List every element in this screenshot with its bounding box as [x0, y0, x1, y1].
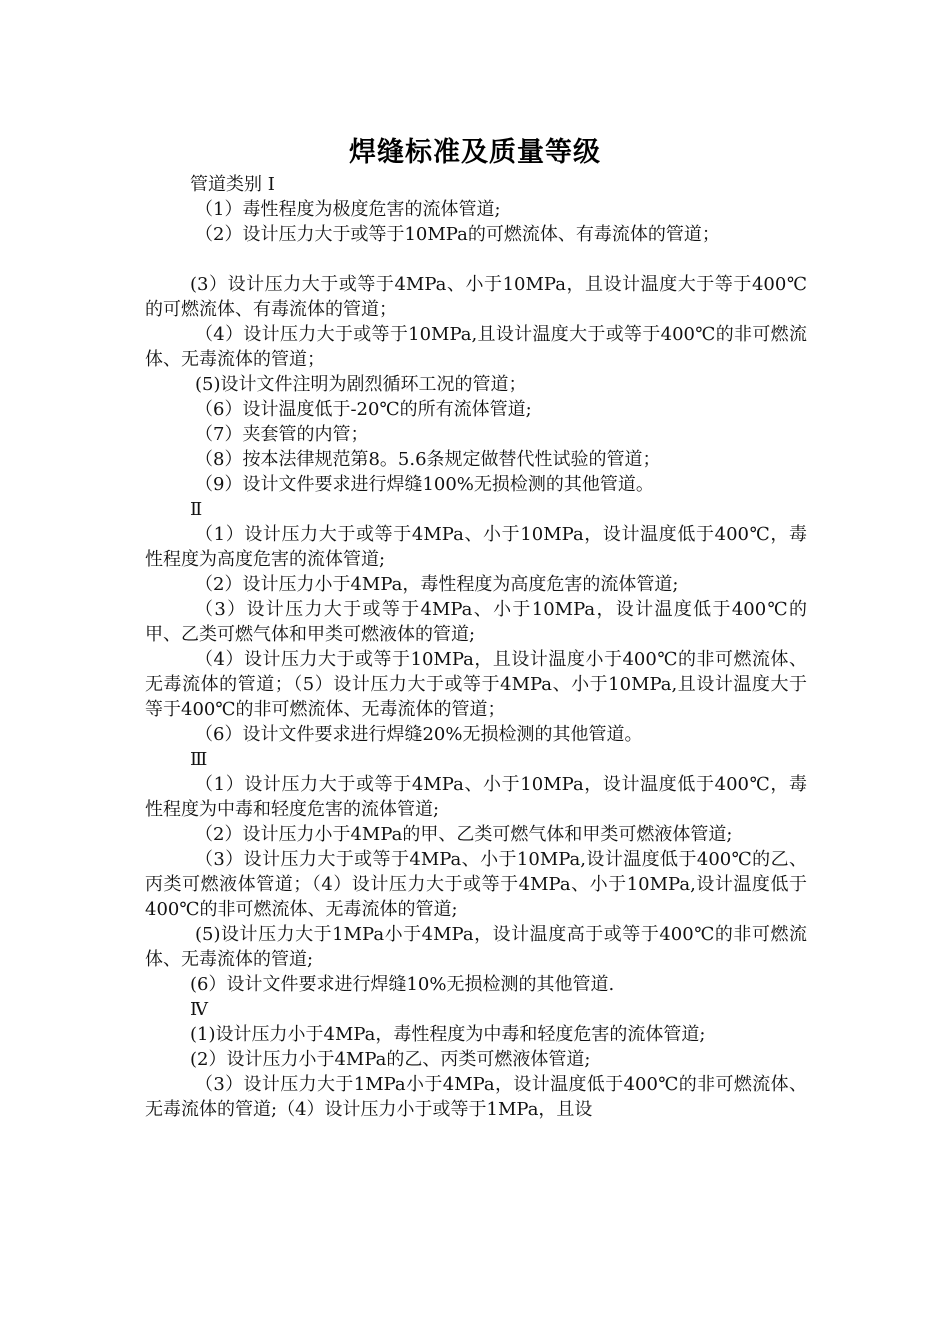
category-heading: Ⅲ	[190, 749, 208, 770]
document-body	[145, 172, 807, 1122]
paragraph: （2）设计压力小于4MPa的甲、乙类可燃气体和甲类可燃液体管道;	[195, 824, 733, 845]
paragraph: (1)设计压力小于4MPa，毒性程度为中毒和轻度危害的流体管道;	[190, 1024, 706, 1045]
paragraph: （1）设计压力大于或等于4MPa、小于10MPa，设计温度低于400℃，毒性程度为高度危害的流体管道;	[145, 524, 807, 570]
paragraph: (3）设计压力大于或等于4MPa、小于10MPa，且设计温度大于等于400℃的可燃流体、有毒流体的管道；	[145, 274, 807, 320]
document-title: 焊缝标准及质量等级	[349, 137, 601, 168]
paragraph: （3）设计压力大于1MPa小于4MPa，设计温度低于400℃的非可燃流体、无毒流体的管道;（4）设计压力小于或等于1MPa，且设	[145, 1074, 807, 1120]
paragraph: （1）设计压力大于或等于4MPa、小于10MPa，设计温度低于400℃，毒性程度为中毒和轻度危害的流体管道;	[145, 774, 807, 820]
paragraph: （6）设计温度低于-20℃的所有流体管道;	[195, 399, 532, 420]
paragraph: (6）设计文件要求进行焊缝10%无损检测的其他管道.	[190, 974, 615, 995]
paragraph: （1）毒性程度为极度危害的流体管道;	[195, 199, 501, 220]
paragraph: （2）设计压力大于或等于10MPa的可燃流体、有毒流体的管道；	[195, 224, 720, 245]
paragraph: (5)设计压力大于1MPa小于4MPa，设计温度高于或等于400℃的非可燃流体、无毒流体的管道;	[145, 924, 807, 970]
paragraph: (5)设计文件注明为剧烈循环工况的管道；	[195, 374, 527, 395]
paragraph: （7）夹套管的内管；	[195, 424, 369, 445]
paragraph: （8）按本法律规范第8。5.6条规定做替代性试验的管道；	[195, 449, 661, 470]
paragraph: （4）设计压力大于或等于10MPa,且设计温度大于或等于400℃的非可燃流体、无毒流体的管道；	[145, 324, 807, 370]
paragraph: (2）设计压力小于4MPa的乙、丙类可燃液体管道;	[190, 1049, 591, 1070]
paragraph: （3）设计压力大于或等于4MPa、小于10MPa,设计温度低于400℃的乙、丙类可燃液体管道；（4）设计压力大于或等于4MPa、小于10MPa,设计温度低于400℃的非可燃流体、无毒流体的管道;	[145, 849, 807, 920]
category-heading: Ⅳ	[190, 999, 208, 1020]
paragraph: （3）设计压力大于或等于4MPa、小于10MPa，设计温度低于400℃的甲、乙类可燃气体和甲类可燃液体的管道;	[145, 599, 807, 645]
category-heading: 管道类别 Ⅰ	[190, 174, 275, 195]
paragraph: （4）设计压力大于或等于10MPa，且设计温度小于400℃的非可燃流体、无毒流体的管道；（5）设计压力大于或等于4MPa、小于10MPa,且设计温度大于等于400℃的非可燃流体、无毒流体的管道；	[145, 649, 807, 720]
paragraph: （9）设计文件要求进行焊缝100%无损检测的其他管道。	[195, 474, 654, 495]
paragraph: （2）设计压力小于4MPa，毒性程度为高度危害的流体管道;	[195, 574, 679, 595]
category-heading: Ⅱ	[190, 499, 203, 520]
paragraph: （6）设计文件要求进行焊缝20%无损检测的其他管道。	[195, 724, 643, 745]
